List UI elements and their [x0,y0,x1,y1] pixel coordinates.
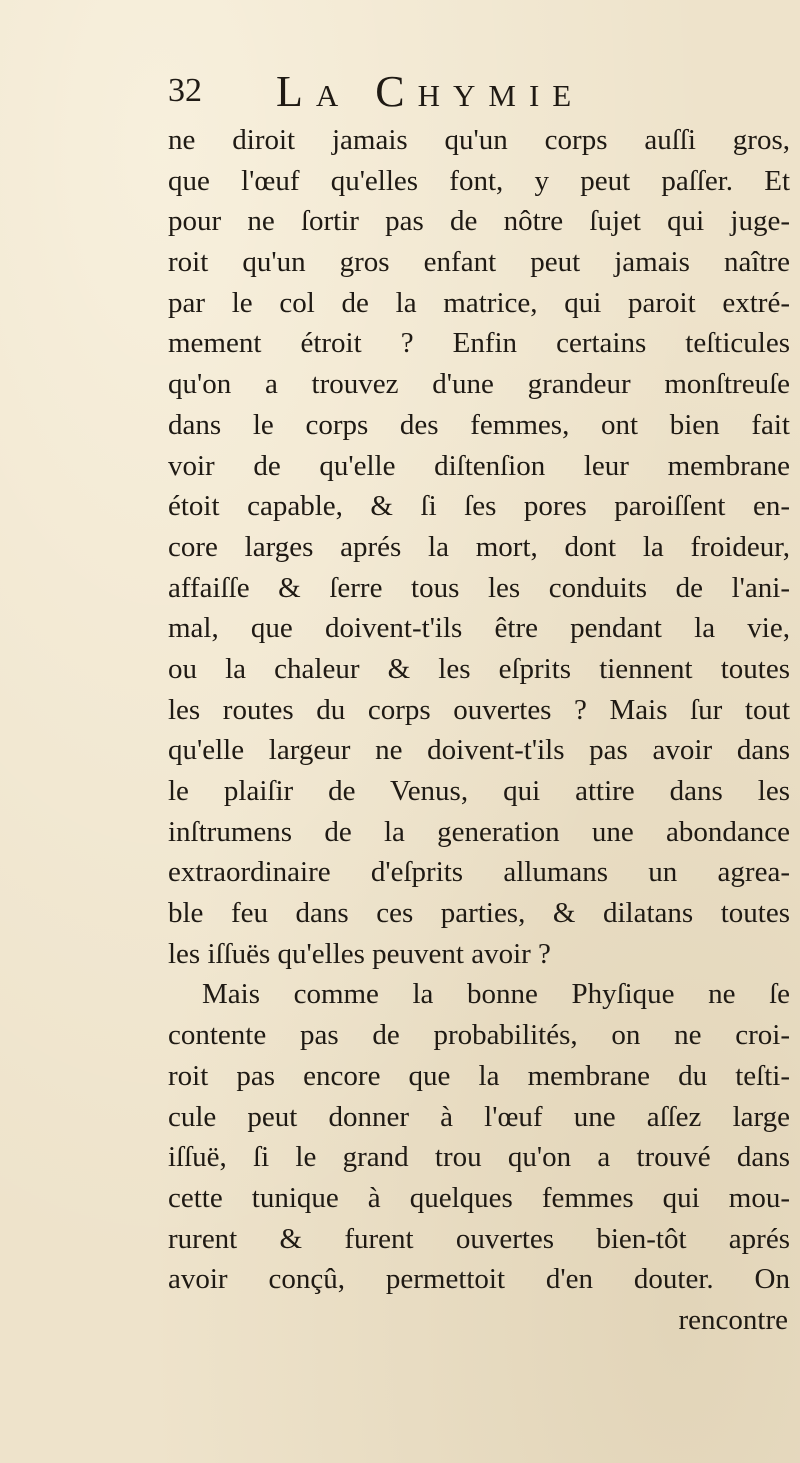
text-line: cette tunique à quelques femmes qui mou- [168,1181,790,1214]
text-line: iſſuë, ſi le grand trou qu'on a trouvé dans [168,1141,790,1174]
text-line: contente pas de probabilités, on ne croi- [168,1019,790,1052]
text-line: mement étroit ? Enfin certains teſticules [168,327,790,360]
text-line: ne diroit jamais qu'un corps auſſi gros, [168,124,790,156]
text-line: affaiſſe & ſerre tous les conduits de l'ani- [168,571,790,604]
text-line: ble feu dans ces parties, & dilatans toutes [168,897,790,930]
text-line: avoir conçû, permettoit d'en douter. On [168,1263,790,1296]
text-line: voir de qu'elle diſtenſion leur membrane [168,449,790,482]
text-line: pour ne ſortir pas de nôtre ſujet qui juge- [168,205,790,238]
running-title: La Chymie [276,67,585,116]
text-line: les iſſuës qu'elles peuvent avoir ? [168,937,551,970]
text-line: les routes du corps ouvertes ? Mais ſur tout [168,693,790,726]
text-line: inſtrumens de la generation une abondance [168,815,790,848]
text-line: étoit capable, & ſi ſes pores paroiſſent en- [168,490,790,523]
text-line: rurent & furent ouvertes bien-tôt aprés [168,1222,790,1255]
body-text [168,120,790,1341]
text-line: core larges aprés la mort, dont la froideur, [168,530,790,563]
text-line: Mais comme la bonne Phyſique ne ſe [202,978,790,1011]
page-number: 32 [168,72,202,109]
text-line: le plaiſir de Venus, qui attire dans les [168,775,790,807]
text-line: dans le corps des femmes, ont bien fait [168,408,790,441]
text-line: roit qu'un gros enfant peut jamais naître [168,246,790,279]
text-line: cule peut donner à l'œuf une aſſez large [168,1100,790,1133]
page-header [168,66,688,116]
text-line: par le col de la matrice, qui paroit extré- [168,286,790,319]
text-line: qu'on a trouvez d'une grandeur monſtreuſe [168,368,790,401]
text-line: ou la chaleur & les eſprits tiennent toutes [168,652,790,685]
text-line: extraordinaire d'eſprits allumans un agrea- [168,856,790,889]
text-line: que l'œuf qu'elles font, y peut paſſer. Et [168,164,790,197]
catchword: rencontre [678,1303,788,1336]
text-line: qu'elle largeur ne doivent-t'ils pas avoir dans [168,734,790,767]
text-line: roit pas encore que la membrane du teſti- [168,1059,790,1092]
text-line: mal, que doivent-t'ils être pendant la vie, [168,612,790,645]
